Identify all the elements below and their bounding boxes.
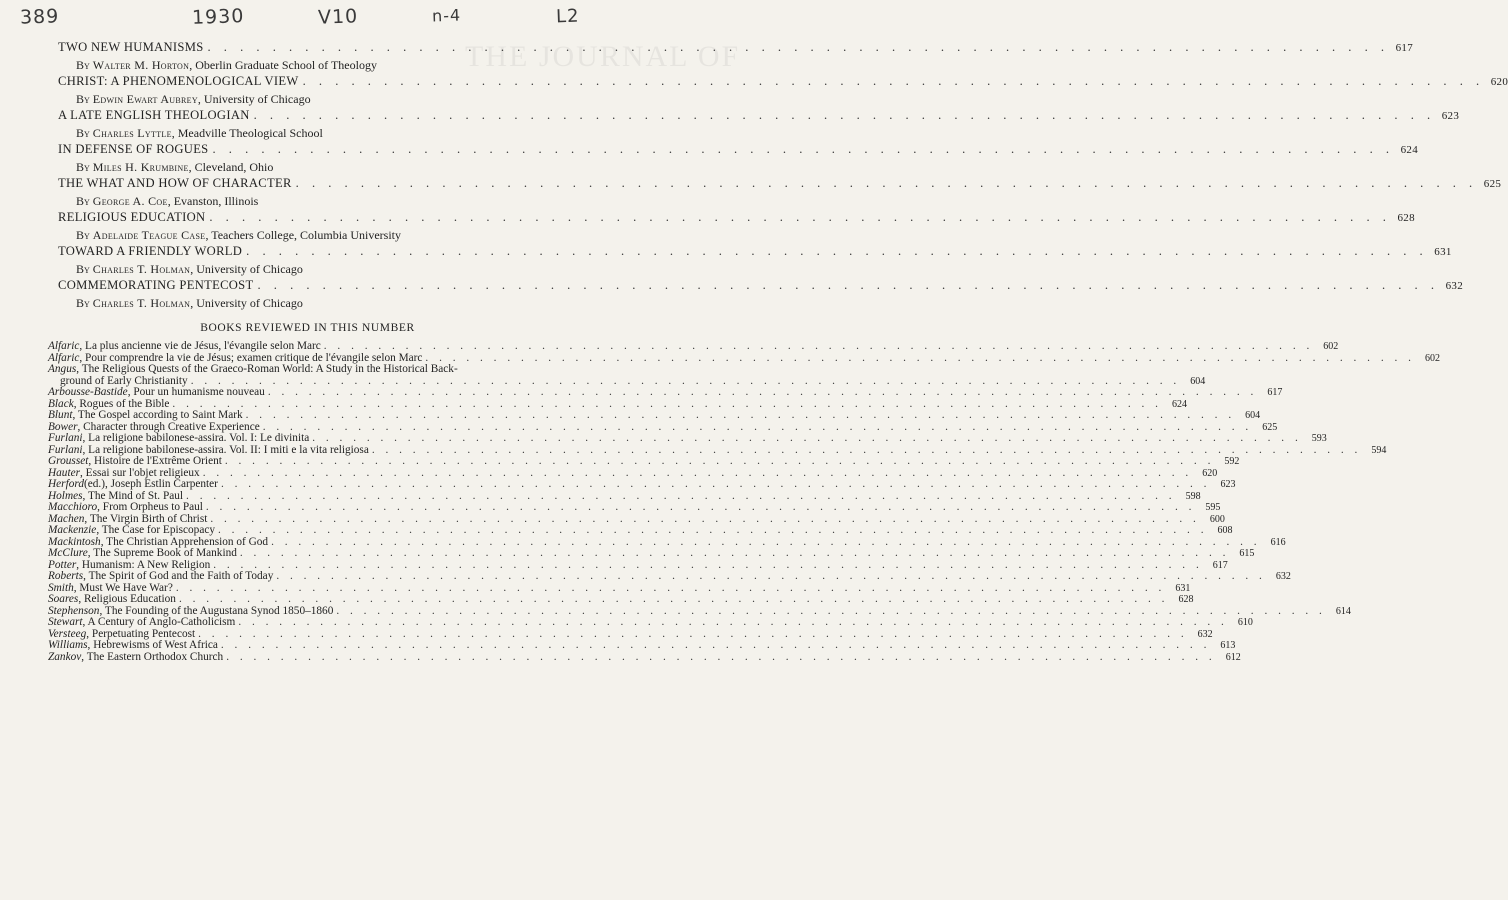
book-page: 628 xyxy=(1178,594,1194,605)
book-title: , The Founding of the Augustana Synod 1850–1860 xyxy=(99,604,334,617)
article-entry xyxy=(58,74,1508,108)
book-author: Smith xyxy=(48,581,74,594)
book-title: , La religione babilonese-assira. Vol. II: I miti e la vita religiosa xyxy=(82,443,369,456)
book-page: 613 xyxy=(1220,640,1236,651)
book-page: 620 xyxy=(1202,467,1218,479)
book-author: Potter xyxy=(48,558,77,571)
book-page: 615 xyxy=(1239,548,1255,559)
book-author: Herford xyxy=(48,478,84,490)
article-author: Walter M. Horton xyxy=(92,58,190,72)
book-page: 612 xyxy=(1225,651,1241,663)
book-author: Blunt xyxy=(48,409,73,421)
handwritten-note-4: n-4 xyxy=(431,5,462,26)
article-author: George A. Coe xyxy=(92,194,168,208)
book-page: 595 xyxy=(1205,502,1221,513)
bleed-through-header: THE JOURNAL OF xyxy=(465,40,741,73)
book-title: , Pour un humanisme nouveau xyxy=(127,386,265,398)
book-page: 604 xyxy=(1190,375,1206,387)
article-page: 624 xyxy=(1400,144,1419,156)
book-page: 592 xyxy=(1224,456,1240,467)
article-title: IN DEFENSE OF ROGUES xyxy=(58,142,209,156)
book-title: , Rogues of the Bible xyxy=(73,397,170,410)
article-page: 620 xyxy=(1490,76,1508,88)
book-title: , The Case for Episcopacy xyxy=(96,524,215,536)
book-author: Angus xyxy=(48,363,77,375)
article-affiliation: , Teachers College, Columbia University xyxy=(205,228,402,242)
article-byline: By Charles T. Holman, University of Chicago xyxy=(76,262,303,276)
article-author: Charles T. Holman xyxy=(92,262,191,276)
article-affiliation: , Oberlin Graduate School of Theology xyxy=(189,58,377,72)
book-page: 623 xyxy=(1220,479,1236,490)
article-byline: By Charles Lyttle, Meadville Theological School xyxy=(76,126,323,140)
book-entry xyxy=(48,340,1339,353)
book-page: 617 xyxy=(1267,387,1283,398)
article-author: Charles Lyttle xyxy=(92,126,172,140)
leader-dots xyxy=(223,652,1219,664)
book-title: , Essai sur l'objet religieux xyxy=(80,466,200,479)
article-author: Adelaide Teague Case xyxy=(92,228,206,242)
article-byline: By Miles H. Krumbine, Cleveland, Ohio xyxy=(76,160,274,174)
article-byline: By Walter M. Horton, Oberlin Graduate School of Theology xyxy=(76,58,377,72)
leader-dots xyxy=(321,341,1317,353)
book-title: , Histoire de l'Extrême Orient xyxy=(88,455,222,467)
article-page: 623 xyxy=(1441,110,1460,122)
book-title: , Hebrewisms of West Africa xyxy=(87,639,218,651)
article-affiliation: , Cleveland, Ohio xyxy=(188,160,274,174)
book-page: 608 xyxy=(1217,525,1233,536)
book-title: (ed.), Joseph Estlin Carpenter xyxy=(83,478,218,490)
article-entry xyxy=(58,244,1452,278)
book-author: Black xyxy=(48,397,74,410)
book-author: Furlani xyxy=(48,432,83,444)
book-author: Zankov xyxy=(48,650,82,663)
books-reviewed-list xyxy=(48,340,1440,663)
leader-dots xyxy=(209,142,1399,157)
book-author: Bower xyxy=(48,420,78,433)
book-entry xyxy=(48,616,1253,629)
book-title-continued: ground of Early Christianity xyxy=(60,374,188,387)
book-entry xyxy=(48,570,1291,583)
book-title: , The Virgin Birth of Christ xyxy=(84,512,208,525)
book-title: , The Gospel according to Saint Mark xyxy=(72,409,243,421)
article-affiliation: , University of Chicago xyxy=(190,296,303,310)
book-title: , The Mind of St. Paul xyxy=(82,489,184,502)
book-title: , La religione babilonese-assira. Vol. I: Le divinita xyxy=(82,432,310,444)
article-affiliation: , University of Chicago xyxy=(190,262,303,276)
book-page: 617 xyxy=(1212,559,1228,571)
leader-dots xyxy=(250,108,1440,123)
book-entry xyxy=(48,409,1261,422)
leader-dots xyxy=(242,244,1432,259)
book-author: Arbousse-Bastide xyxy=(48,386,128,398)
book-title: , Character through Creative Experience xyxy=(77,420,260,433)
article-entry xyxy=(58,142,1419,176)
article-entry xyxy=(58,210,1415,244)
article-entry xyxy=(58,278,1463,312)
book-author: Versteeg xyxy=(48,627,87,640)
article-byline: By George A. Coe, Evanston, Illinois xyxy=(76,194,259,208)
article-affiliation: , Evanston, Illinois xyxy=(167,194,259,208)
book-page: 614 xyxy=(1335,605,1351,617)
article-byline: By Adelaide Teague Case, Teachers College, Columbia University xyxy=(76,228,402,242)
handwritten-note-1: 389 xyxy=(19,5,60,29)
article-page: 625 xyxy=(1483,178,1502,190)
leader-dots xyxy=(203,502,1199,514)
book-author: Hauter xyxy=(48,466,81,479)
book-title: , Pour comprendre la vie de Jésus; examen critique de l'évangile selon Marc xyxy=(79,351,423,364)
book-entry xyxy=(48,478,1236,491)
book-page: 594 xyxy=(1371,444,1387,456)
book-author: Grousset xyxy=(48,455,89,467)
article-entry xyxy=(58,176,1502,210)
book-author: McClure xyxy=(48,547,88,559)
book-author: Alfaric xyxy=(48,340,80,352)
handwritten-note-5: L2 xyxy=(555,5,580,28)
book-entry xyxy=(48,650,1241,664)
book-entry xyxy=(48,455,1240,468)
article-page: 617 xyxy=(1395,42,1414,54)
article-title: TWO NEW HUMANISMS xyxy=(58,40,204,54)
leader-dots xyxy=(309,433,1305,445)
article-title: COMMEMORATING PENTECOST xyxy=(58,278,254,292)
book-title: , From Orpheus to Paul xyxy=(97,501,203,513)
book-title: , Humanism: A New Religion xyxy=(76,558,211,571)
book-title: , The Religious Quests of the Graeco-Roman World: A Study in the Historical Back- xyxy=(76,363,458,375)
leader-dots xyxy=(176,594,1172,606)
leader-dots xyxy=(273,571,1269,583)
book-page: 624 xyxy=(1171,398,1187,410)
book-title: , A Century of Anglo-Catholicism xyxy=(82,616,236,628)
book-page: 604 xyxy=(1245,410,1261,421)
book-author: Stephenson xyxy=(48,604,100,617)
leader-dots xyxy=(253,278,1443,293)
article-author: Edwin Ewart Aubrey xyxy=(92,92,198,106)
article-byline: By Edwin Ewart Aubrey, University of Chicago xyxy=(76,92,311,106)
article-author: Charles T. Holman xyxy=(92,296,191,310)
book-page: 625 xyxy=(1262,421,1278,433)
book-author: Machen xyxy=(48,512,85,525)
book-title: , The Eastern Orthodox Church xyxy=(81,650,224,663)
leader-dots xyxy=(235,617,1231,629)
book-page: 632 xyxy=(1275,571,1291,582)
leader-dots xyxy=(265,387,1261,399)
article-title: CHRIST: A PHENOMENOLOGICAL VIEW xyxy=(58,74,299,88)
book-author: Soares xyxy=(48,593,79,605)
article-title: TOWARD A FRIENDLY WORLD xyxy=(58,244,243,258)
book-entry xyxy=(48,386,1283,399)
book-author: Roberts xyxy=(48,570,84,582)
leader-dots xyxy=(204,40,1394,55)
article-byline: By Charles T. Holman, University of Chicago xyxy=(76,296,303,310)
book-page: 602 xyxy=(1424,352,1440,364)
leader-dots xyxy=(292,176,1482,191)
book-author: Stewart xyxy=(48,616,83,628)
leader-dots xyxy=(422,353,1418,365)
article-title: A LATE ENGLISH THEOLOGIAN xyxy=(58,108,250,122)
book-entry xyxy=(48,593,1194,606)
book-author: Furlani xyxy=(48,443,83,456)
article-author: Miles H. Krumbine xyxy=(92,160,189,174)
article-title: THE WHAT AND HOW OF CHARACTER xyxy=(58,176,292,190)
book-author: Alfaric xyxy=(48,351,80,364)
book-author: Holmes xyxy=(48,489,83,502)
handwritten-note-2: 1930 xyxy=(191,5,245,29)
article-page: 631 xyxy=(1434,246,1452,258)
book-author: Williams xyxy=(48,639,88,651)
book-title: , The Christian Apprehension of God xyxy=(100,535,269,548)
leader-dots xyxy=(222,456,1218,468)
book-title: , Perpetuating Pentecost xyxy=(86,627,196,640)
book-page: 610 xyxy=(1237,617,1253,628)
book-page: 602 xyxy=(1323,341,1339,352)
book-title: , La plus ancienne vie de Jésus, l'évangile selon Marc xyxy=(79,340,321,352)
book-page: 593 xyxy=(1311,433,1327,444)
leader-dots xyxy=(237,548,1233,560)
book-entry xyxy=(48,524,1233,537)
leader-dots xyxy=(243,410,1239,422)
leader-dots xyxy=(215,525,1211,537)
leader-dots xyxy=(218,479,1214,491)
article-title: RELIGIOUS EDUCATION xyxy=(58,210,206,224)
article-entry xyxy=(58,108,1460,142)
book-page: 600 xyxy=(1209,513,1225,525)
book-title: , The Spirit of God and the Faith of Today xyxy=(83,570,274,582)
book-page: 598 xyxy=(1185,490,1201,502)
book-author: Mackintosh xyxy=(48,535,101,548)
article-page: 628 xyxy=(1397,212,1415,224)
book-author: Mackenzie xyxy=(48,524,97,536)
book-entry xyxy=(48,432,1327,445)
article-affiliation: , Meadville Theological School xyxy=(171,126,323,140)
books-reviewed-heading: BOOKS REVIEWED IN THIS NUMBER xyxy=(200,322,415,334)
book-title: , The Supreme Book of Mankind xyxy=(87,547,237,559)
leader-dots xyxy=(218,640,1214,652)
book-author: Macchioro xyxy=(48,501,98,513)
book-entry xyxy=(48,639,1236,652)
leader-dots xyxy=(299,74,1489,89)
book-title: , Must We Have War? xyxy=(73,581,173,594)
book-title: , Religious Education xyxy=(78,593,176,605)
book-entry xyxy=(48,547,1255,560)
article-affiliation: , University of Chicago xyxy=(197,92,311,106)
book-entry xyxy=(48,363,1206,387)
book-page: 631 xyxy=(1175,582,1191,594)
handwritten-note-3: V10 xyxy=(317,5,359,29)
article-page: 632 xyxy=(1445,280,1463,292)
book-page: 616 xyxy=(1270,536,1286,548)
book-page: 632 xyxy=(1197,628,1213,640)
book-entry xyxy=(48,501,1221,514)
leader-dots xyxy=(205,210,1395,225)
